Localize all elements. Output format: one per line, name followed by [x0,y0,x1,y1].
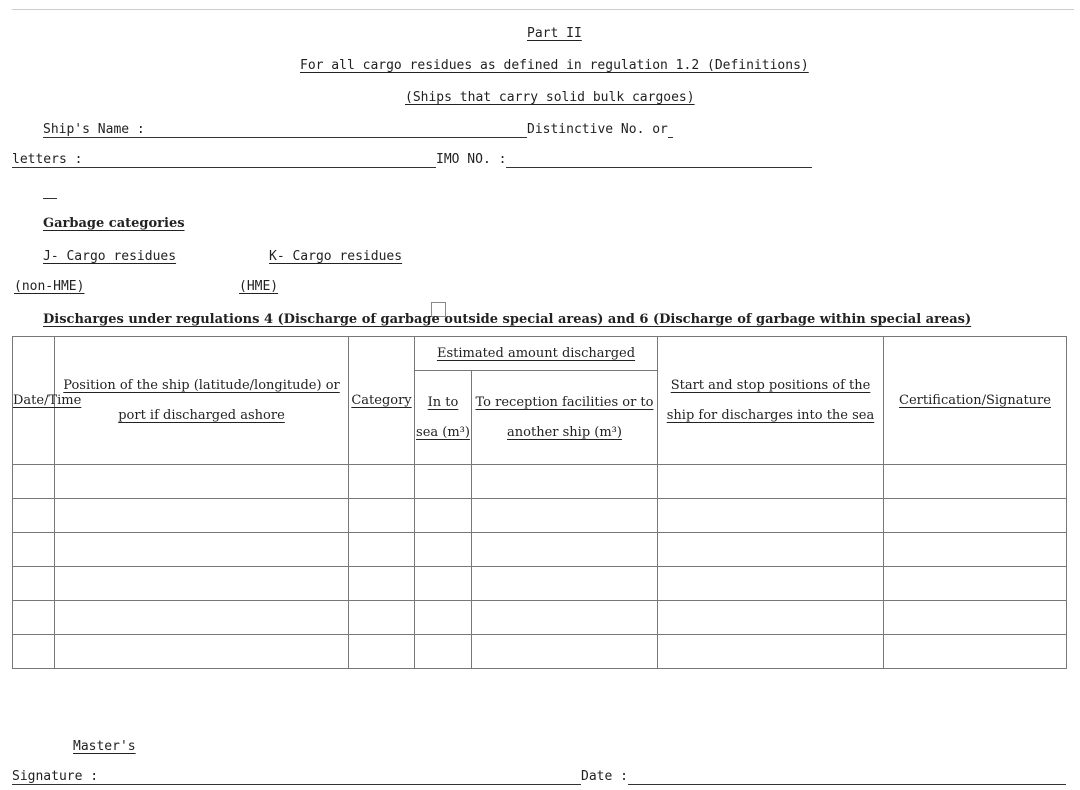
category-cell[interactable] [349,635,415,669]
date-cell[interactable] [13,465,55,499]
reception-cell[interactable] [472,465,658,499]
ship-type-note: (Ships that carry solid bulk cargoes) [405,90,695,105]
category-cell[interactable] [349,601,415,635]
table-row [13,601,1067,635]
letters-field[interactable] [12,167,812,168]
category-cell[interactable] [349,465,415,499]
into-sea-cell[interactable] [415,601,472,635]
position-cell[interactable] [55,601,349,635]
start-stop-cell[interactable] [658,567,884,601]
date-cell[interactable] [13,499,55,533]
part-title: Part II [527,26,582,41]
certification-cell[interactable] [884,635,1067,669]
category-cell[interactable] [349,567,415,601]
category-cell[interactable] [349,533,415,567]
start-stop-cell[interactable] [658,499,884,533]
position-cell[interactable] [55,567,349,601]
col-certification: Certification/Signature [884,337,1067,465]
into-sea-cell[interactable] [415,533,472,567]
start-stop-cell[interactable] [658,533,884,567]
position-cell[interactable] [55,635,349,669]
category-k-label: K- Cargo residues [269,249,403,264]
into-sea-cell[interactable] [415,567,472,601]
form-subtitle: For all cargo residues as defined in regulation 1.2 (Definitions) [300,58,809,73]
into-sea-cell[interactable] [415,465,472,499]
table-row [13,465,1067,499]
signature-label: Signature : [12,769,99,784]
date-cell[interactable] [13,567,55,601]
table-row [13,499,1067,533]
date-cell[interactable] [13,635,55,669]
reception-cell[interactable] [472,533,658,567]
reception-cell[interactable] [472,567,658,601]
reception-cell[interactable] [472,601,658,635]
certification-cell[interactable] [884,567,1067,601]
position-cell[interactable] [55,499,349,533]
start-stop-cell[interactable] [658,465,884,499]
col-into-sea: In to sea (m³) [415,371,472,465]
table-row [13,567,1067,601]
category-j-label: J- Cargo residues [43,249,177,264]
certification-cell[interactable] [884,465,1067,499]
date-label: Date : [581,769,628,784]
col-start-stop: Start and stop positions of the ship for discharges into the sea [658,337,884,465]
date-cell[interactable] [13,601,55,635]
certification-cell[interactable] [884,601,1067,635]
col-estimated-amount: Estimated amount discharged [415,337,658,371]
certification-cell[interactable] [884,533,1067,567]
col-category: Category [349,337,415,465]
category-j-note: (non-HME) [14,279,85,294]
col-position: Position of the ship (latitude/longitude) or port if discharged ashore [55,337,349,465]
table-row [13,533,1067,567]
position-cell[interactable] [55,465,349,499]
discharges-heading: Discharges under regulations 4 (Discharge of garbage outside special areas) and 6 (Discharge of garbage within special areas) [43,312,972,327]
into-sea-cell[interactable] [415,499,472,533]
reception-cell[interactable] [472,635,658,669]
ships-name-label: Ship's Name : [43,122,145,137]
distinctive-no-label: Distinctive No. or [527,122,668,137]
col-reception: To reception facilities or to another ship (m³) [472,371,658,465]
into-sea-cell[interactable] [415,635,472,669]
imo-number-label: IMO NO. : [436,152,507,167]
letters-label: letters : [12,152,83,167]
masters-label: Master's [73,739,136,754]
table-row [13,635,1067,669]
category-cell[interactable] [349,499,415,533]
blank-line [43,198,57,199]
start-stop-cell[interactable] [658,635,884,669]
signature-field[interactable] [12,784,1066,785]
certification-cell[interactable] [884,499,1067,533]
date-cell[interactable] [13,533,55,567]
position-cell[interactable] [55,533,349,567]
start-stop-cell[interactable] [658,601,884,635]
garbage-categories-heading: Garbage categories [43,216,185,231]
discharge-log-table [12,336,1067,669]
reception-cell[interactable] [472,499,658,533]
top-divider [12,9,1074,10]
category-k-note: (HME) [239,279,279,294]
col-date-time: Date/Time [13,337,55,465]
